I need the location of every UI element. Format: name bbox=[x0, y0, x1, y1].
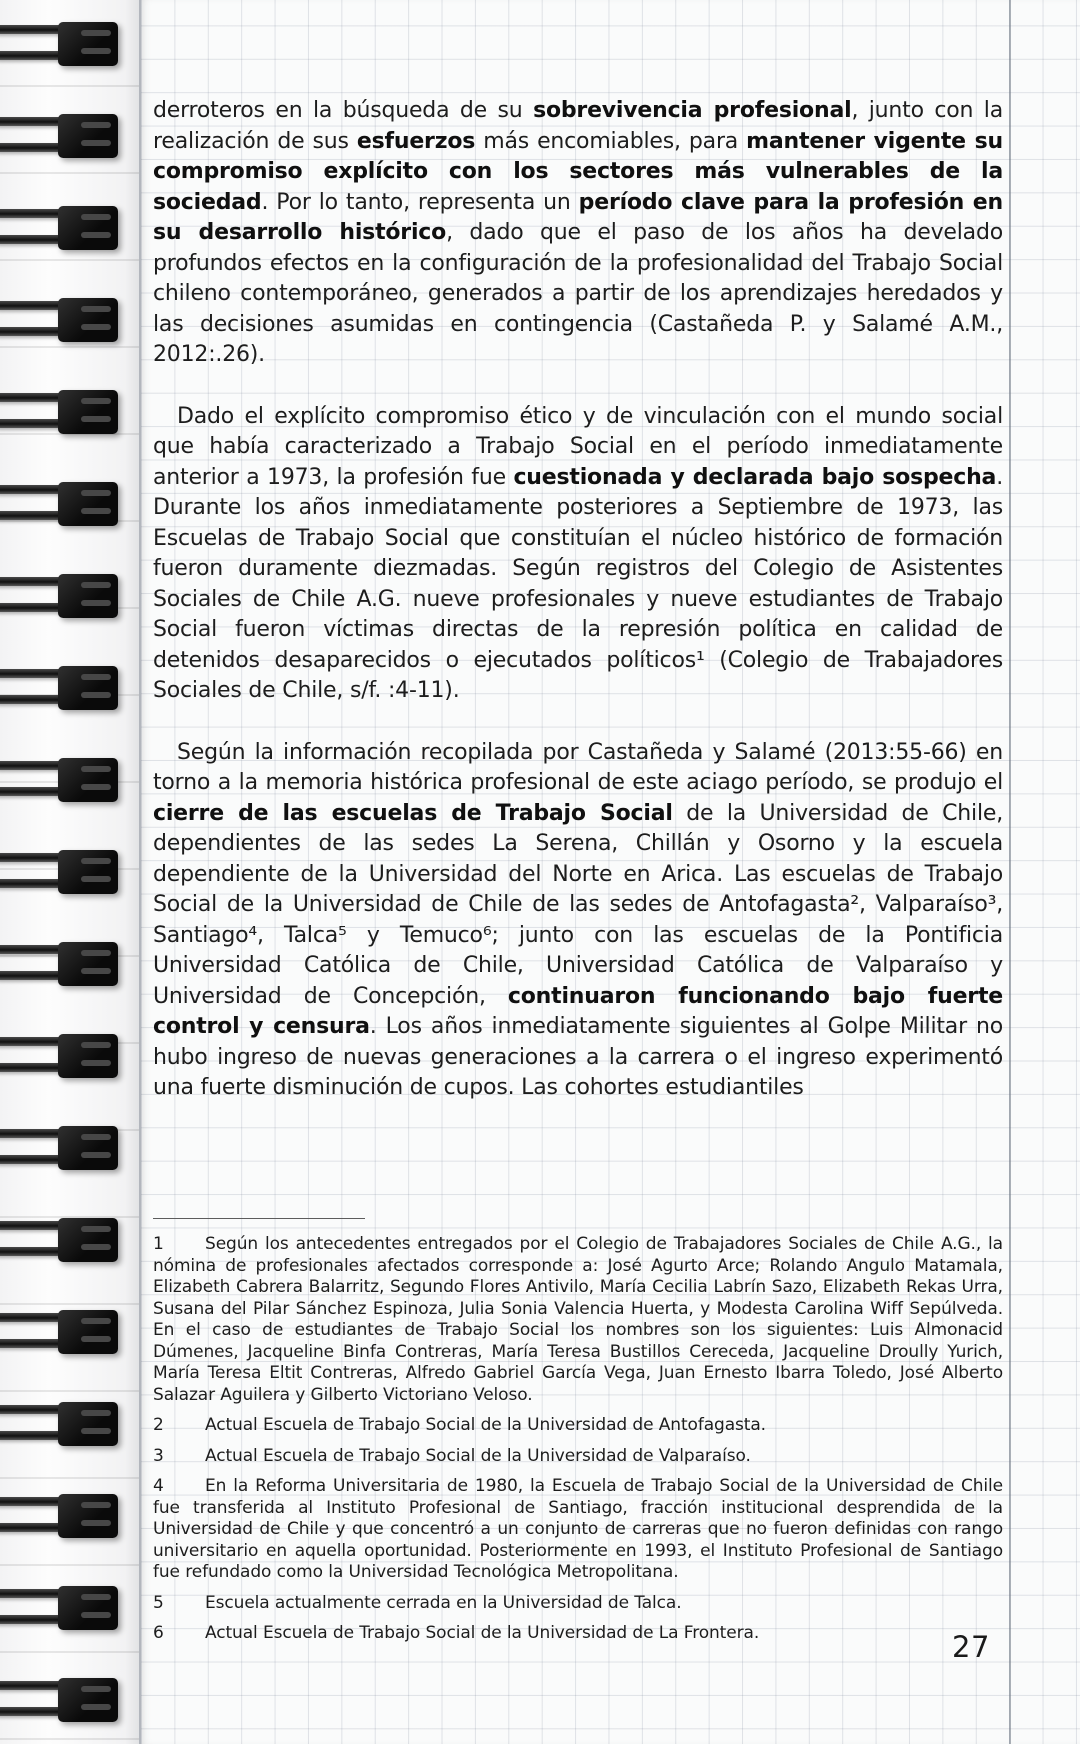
text-run: más encomiables, para bbox=[475, 128, 747, 154]
spiral-binding-ring bbox=[0, 484, 120, 524]
text-run: Según la información recopilada por Castañeda y Salamé (2013:55-66) en torno a la memoria histórica profesional de este aciago período, se produjo el bbox=[153, 739, 1003, 795]
ring-clamp bbox=[58, 22, 118, 66]
ring-clamp bbox=[58, 1126, 118, 1170]
spiral-binding-ring bbox=[0, 944, 120, 984]
footnote-text: Actual Escuela de Trabajo Social de la Universidad de La Frontera. bbox=[205, 1623, 760, 1643]
ring-clamp bbox=[58, 1310, 118, 1354]
ring-clamp bbox=[58, 1494, 118, 1538]
footnote-text: Actual Escuela de Trabajo Social de la Universidad de Valparaíso. bbox=[205, 1445, 751, 1466]
footnotes-section bbox=[153, 1218, 1003, 1654]
footnote-number: 6 bbox=[153, 1623, 164, 1643]
page-number: 27 bbox=[952, 1630, 990, 1664]
ring-clamp bbox=[58, 666, 118, 710]
bold-text-run: mantener vigente su compromiso explícito con los sectores más vulnerables de la sociedad bbox=[153, 128, 1003, 215]
text-run: de la Universidad de Chile, dependientes de las sedes La Serena, Chillán y Osorno y la escuela dependiente de la Universidad del Norte en Arica. Las escuelas de Trabajo Social de la Universidad de Chile de las sedes de Antofagasta², Valparaíso³, Santiago⁴, Talca⁵ y Temuco⁶; junto con las escuelas de la Pontificia Universidad Católica de Chile, Universidad Católica de Valparaíso y Universidad de Concepción, bbox=[153, 800, 1004, 1009]
text-run: . Durante los años inmediatamente posteriores a Septiembre de 1973, las Escuelas de Trabajo Social que constituían el núcleo histórico de formación fueron duramente diezmadas. Según registros del Colegio de Asistentes Sociales de Chile A.G. nueve profesionales y nueve estudiantes de Trabajo Social fueron víctimas directas de la represión política en calidad de detenidos desaparecidos o ejecutados políticos¹ (Colegio de Trabajadores Sociales de Chile, s/f. :4-11). bbox=[153, 464, 1003, 703]
ring-clamp bbox=[58, 574, 118, 618]
spiral-binding-ring bbox=[0, 1128, 120, 1168]
ring-clamp bbox=[58, 850, 118, 894]
footnote bbox=[153, 1593, 1003, 1615]
footnote-text: Según los antecedentes entregados por el Colegio de Trabajadores Sociales de Chile A.G., la nómina de profesionales afectados corresponde a: José Agurto Arce; Rolando Angulo Matamala, Elizabeth Cabrera Balarritz, Segundo Flores Antivilo, María Cecilia Labrín Sazo, Elizabeth Rekas Urra, Susana del Pilar Sánchez Espinoza, Julia Sonia Valencia Huerta, y Modesta Carolina Wiff Sepúlveda. En el caso de estudiantes de Trabajo Social los nombres son los siguientes: Luis Almonacid Dúmenes, Jacqueline Binfa Contreras, María Teresa Bustillos Cereceda, Jacqueline Droully Yurich, María Teresa Eltit Contreras, Alfredo Gabriel García Vega, Juan Ernesto Ibarra Toledo, José Alberto Salazar Aguilera y Gilberto Victoriano Veloso. bbox=[153, 1234, 1003, 1405]
spiral-binding-ring bbox=[0, 1404, 120, 1444]
body-text bbox=[153, 96, 1003, 1135]
footnote bbox=[153, 1476, 1003, 1584]
bold-text-run: esfuerzos bbox=[356, 128, 476, 154]
spiral-binding-ring bbox=[0, 1312, 120, 1352]
text-run: . Los años inmediatamente siguientes al Golpe Militar no hubo ingreso de nuevas generaciones a la carrera o el ingreso experimentó una fuerte disminución de cupos. Las cohortes estudiantiles bbox=[153, 1014, 1003, 1100]
spiral-binding-ring bbox=[0, 852, 120, 892]
footnote-number: 4 bbox=[153, 1476, 164, 1496]
ring-clamp bbox=[58, 942, 118, 986]
body-paragraph bbox=[153, 738, 1003, 1104]
ring-clamp bbox=[58, 206, 118, 250]
text-run: , dado que el paso de los años ha develado profundos efectos en la configuración de la profesionalidad del Trabajo Social chileno contemporáneo, generados a partir de los aprendizajes heredados y las decisiones asumidas en contingencia (Castañeda P. y Salamé A.M., 2012:.26). bbox=[153, 220, 1003, 367]
spiral-binding-ring bbox=[0, 24, 120, 64]
right-margin-line bbox=[1009, 0, 1011, 1744]
body-paragraph bbox=[153, 96, 1003, 371]
spiral-binding-ring bbox=[0, 208, 120, 248]
text-run: . Por lo tanto, representa un bbox=[261, 189, 579, 215]
spiral-binding-ring bbox=[0, 1680, 120, 1720]
footnote-divider bbox=[153, 1218, 365, 1219]
ring-clamp bbox=[58, 482, 118, 526]
binding-strip bbox=[0, 0, 139, 1744]
ring-clamp bbox=[58, 298, 118, 342]
footnote bbox=[153, 1415, 1003, 1437]
ring-clamp bbox=[58, 1678, 118, 1722]
footnote bbox=[153, 1446, 1003, 1468]
body-paragraph bbox=[153, 402, 1003, 707]
spiral-binding-ring bbox=[0, 760, 120, 800]
ring-clamp bbox=[58, 114, 118, 158]
bold-text-run: cuestionada y declarada bajo sospecha bbox=[513, 464, 997, 490]
spiral-binding-ring bbox=[0, 576, 120, 616]
spiral-binding-ring bbox=[0, 300, 120, 340]
text-run: , junto con la realización de sus bbox=[153, 98, 1004, 154]
spiral-binding-ring bbox=[0, 1496, 120, 1536]
footnote-number: 2 bbox=[153, 1415, 164, 1435]
ring-clamp bbox=[58, 1402, 118, 1446]
bold-text-run: continuaron funcionando bajo fuerte control y censura bbox=[153, 983, 1003, 1039]
footnote-text: Escuela actualmente cerrada en la Universidad de Talca. bbox=[205, 1592, 682, 1613]
footnote-text: En la Reforma Universitaria de 1980, la Escuela de Trabajo Social de la Universidad de Chile fue transferida al Instituto Profesional de Santiago, fracción institucional desprendida de la Universidad de Chile y que concentró a un conjunto de carreras que no fueron definidas con rango universitario en aquella oportunidad. Posteriormente en 1993, el Instituto Profesional de Santiago fue refundado como la Universidad Tecnológica Metropolitana. bbox=[153, 1476, 1003, 1582]
footnote bbox=[153, 1234, 1003, 1406]
bold-text-run: cierre de las escuelas de Trabajo Social bbox=[153, 800, 673, 826]
footnote-number: 5 bbox=[153, 1592, 164, 1613]
text-run: derroteros en la búsqueda de su bbox=[153, 98, 534, 123]
ring-clamp bbox=[58, 1586, 118, 1630]
footnote-number: 1 bbox=[153, 1234, 164, 1254]
bold-text-run: período clave para la profesión en su desarrollo histórico bbox=[153, 189, 1003, 245]
ring-clamp bbox=[58, 1218, 118, 1262]
text-run: Dado el explícito compromiso ético y de vinculación con el mundo social que había caracterizado a Trabajo Social en el período inmediatamente anterior a 1973, la profesión fue bbox=[153, 403, 1003, 490]
spiral-binding-ring bbox=[0, 668, 120, 708]
ring-clamp bbox=[58, 390, 118, 434]
spiral-binding-ring bbox=[0, 116, 120, 156]
ring-clamp bbox=[58, 1034, 118, 1078]
spiral-binding-ring bbox=[0, 1036, 120, 1076]
spiral-binding-ring bbox=[0, 392, 120, 432]
bold-text-run: sobrevivencia profesional bbox=[533, 98, 852, 123]
footnote-text: Actual Escuela de Trabajo Social de la Universidad de Antofagasta. bbox=[205, 1415, 766, 1435]
ring-clamp bbox=[58, 758, 118, 802]
spiral-binding-ring bbox=[0, 1220, 120, 1260]
footnote-number: 3 bbox=[153, 1445, 164, 1466]
footnote bbox=[153, 1623, 1003, 1645]
spiral-binding-ring bbox=[0, 1588, 120, 1628]
